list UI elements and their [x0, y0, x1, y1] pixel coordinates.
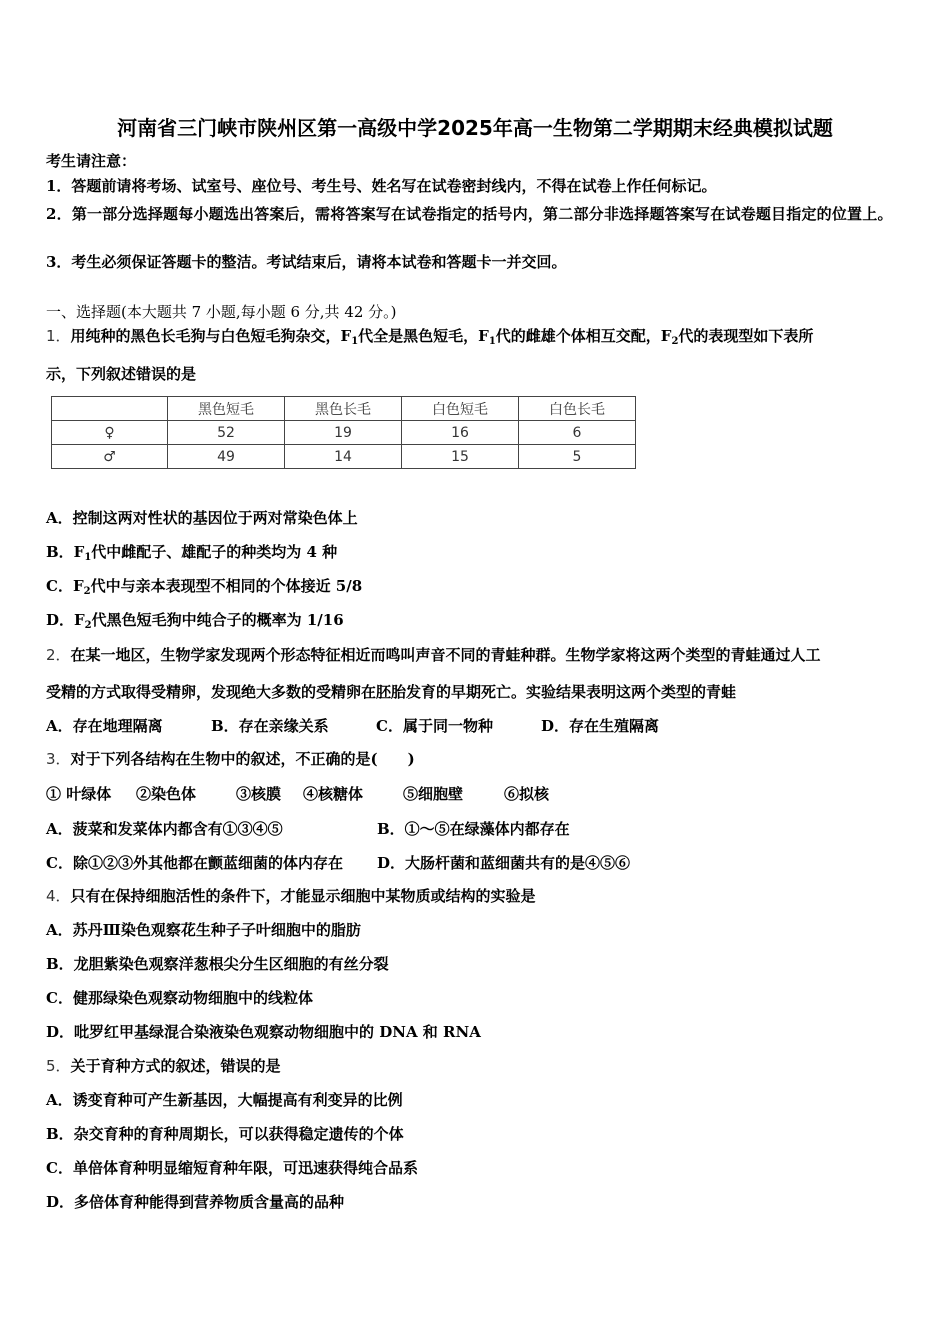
q3-options-row2: [46, 852, 906, 872]
male-symbol: ♂: [52, 445, 168, 469]
table-row: [52, 445, 636, 469]
q5-option-b: B．杂交育种的育种周期长，可以获得稳定遗传的个体: [46, 1125, 404, 1143]
q3-stem: 3．对于下列各结构在生物中的叙述，不正确的是( ): [46, 750, 415, 768]
notice-item-3: 3．考生必须保证答题卡的整洁。考试结束后，请将本试卷和答题卡一并交回。: [46, 253, 567, 271]
q3-number: 3．: [46, 750, 71, 768]
q4-stem: 4．只有在保持细胞活性的条件下，才能显示细胞中某物质或结构的实验是: [46, 887, 536, 905]
table-header-cell: 白色长毛: [519, 397, 636, 421]
q1-stem-line1: 1．用纯种的黑色长毛狗与白色短毛狗杂交，$F_1$代全是黑色短毛，$F_1$代的雌雄个体相互交配，$F_2$代的表现型如下表所: [46, 327, 814, 347]
q2-options: [46, 715, 906, 735]
table-header-cell: [52, 397, 168, 421]
q3-option-c: C．除①②③外其他都在颤蓝细菌的体内存在: [46, 854, 343, 872]
table-cell: 19: [285, 421, 402, 445]
q3-item: ②染色体: [136, 785, 197, 803]
exam-title: 河南省三门峡市陕州区第一高级中学2025年高一生物第二学期期末经典模拟试题: [117, 116, 833, 140]
q1-stem-line2: 示，下列叙述错误的是: [46, 365, 197, 383]
q2-option-c: C．属于同一物种: [376, 717, 493, 735]
q2-option-d: D．存在生殖隔离: [541, 717, 660, 735]
q2-number: 2．: [46, 646, 71, 664]
table-cell: 52: [168, 421, 285, 445]
table-cell: 16: [402, 421, 519, 445]
q2-option-b: B．存在亲缘关系: [211, 717, 329, 735]
q3-option-b: B．①～⑤在绿藻体内都存在: [377, 820, 570, 838]
q3-option-d: D．大肠杆菌和蓝细菌共有的是④⑤⑥: [377, 854, 631, 872]
q1-option-a: A．控制这两对性状的基因位于两对常染色体上: [46, 509, 358, 527]
q1-number: 1．: [46, 327, 71, 345]
q3-item: ④核糖体: [303, 785, 364, 803]
table-cell: 6: [519, 421, 636, 445]
female-symbol: ♀: [52, 421, 168, 445]
table-cell: 14: [285, 445, 402, 469]
q4-option-c: C．健那绿染色观察动物细胞中的线粒体: [46, 989, 313, 1007]
table-header-cell: 白色短毛: [402, 397, 519, 421]
q5-option-c: C．单倍体育种明显缩短育种年限，可迅速获得纯合品系: [46, 1159, 418, 1177]
q3-structure-list: [46, 783, 906, 803]
table-cell: 5: [519, 445, 636, 469]
notice-heading: 考生请注意：: [46, 152, 137, 170]
table-cell: 49: [168, 445, 285, 469]
q4-option-d: D．吡罗红甲基绿混合染液染色观察动物细胞中的 DNA 和 RNA: [46, 1023, 481, 1041]
q5-option-d: D．多倍体育种能得到营养物质含量高的品种: [46, 1193, 345, 1211]
q1-phenotype-table: [51, 396, 636, 469]
q3-item: ③核膜: [236, 785, 282, 803]
q3-item: ⑥拟核: [504, 785, 550, 803]
q4-option-b: B．龙胆紫染色观察洋葱根尖分生区细胞的有丝分裂: [46, 955, 389, 973]
q3-item: ⑤细胞壁: [403, 785, 464, 803]
notice-item-1: 1．答题前请将考场、试室号、座位号、考生号、姓名写在试卷密封线内，不得在试卷上作任何标记。: [46, 177, 717, 195]
q2-option-a: A．存在地理隔离: [46, 717, 163, 735]
table-header-cell: 黑色短毛: [168, 397, 285, 421]
table-row: [52, 421, 636, 445]
q1-option-d: D．$F_2$代黑色短毛狗中纯合子的概率为 1/16: [46, 611, 344, 631]
table-header-row: [52, 397, 636, 421]
section-heading: 一、选择题(本大题共 7 小题,每小题 6 分,共 42 分。): [46, 303, 397, 321]
q5-number: 5．: [46, 1057, 71, 1075]
q1-option-c: C．$F_2$代中与亲本表现型不相同的个体接近 5/8: [46, 577, 363, 597]
q5-stem: 5．关于育种方式的叙述，错误的是: [46, 1057, 281, 1075]
q3-item: ① 叶绿体: [46, 785, 112, 803]
notice-item-2: 2．第一部分选择题每小题选出答案后，需将答案写在试卷指定的括号内，第二部分非选择题答案写在试卷题目指定的位置上。: [46, 205, 893, 223]
q4-number: 4．: [46, 887, 71, 905]
q3-option-a: A．菠菜和发菜体内都含有①③④⑤: [46, 820, 283, 838]
q2-stem-line2: 受精的方式取得受精卵，发现绝大多数的受精卵在胚胎发育的早期死亡。实验结果表明这两个类型的青蛙: [46, 683, 737, 701]
table-cell: 15: [402, 445, 519, 469]
q5-option-a: A．诱变育种可产生新基因，大幅提高有利变异的比例: [46, 1091, 403, 1109]
q4-option-a: A．苏丹Ⅲ染色观察花生种子子叶细胞中的脂肪: [46, 921, 361, 939]
q2-stem-line1: 2．在某一地区，生物学家发现两个形态特征相近而鸣叫声音不同的青蛙种群。生物学家将这两个类型的青蛙通过人工: [46, 646, 821, 664]
q1-option-b: B．$F_1$代中雌配子、雄配子的种类均为 4 种: [46, 543, 338, 563]
q3-options-row1: [46, 818, 906, 838]
table-header-cell: 黑色长毛: [285, 397, 402, 421]
